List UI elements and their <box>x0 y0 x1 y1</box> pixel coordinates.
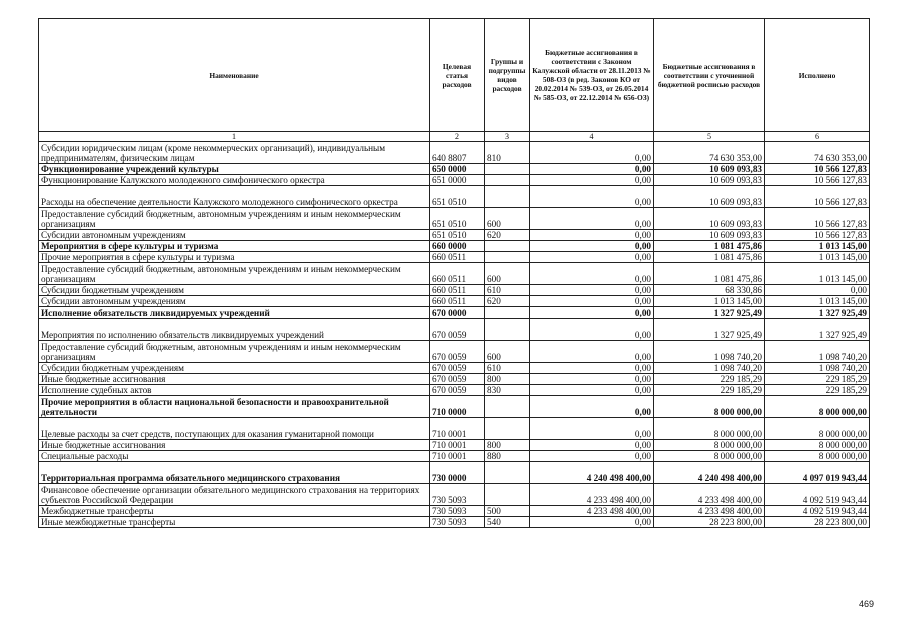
budget-table <box>38 18 870 528</box>
table-row <box>39 263 870 285</box>
row-law-amount: 0,00 <box>530 208 654 230</box>
table-row <box>39 374 870 385</box>
header-row <box>39 19 870 132</box>
row-group-code: 830 <box>485 385 530 396</box>
row-clarified-amount: 8 000 000,00 <box>654 451 765 462</box>
row-law-amount: 0,00 <box>530 418 654 440</box>
row-clarified-amount: 68 330,86 <box>654 285 765 296</box>
row-name: Иные бюджетные ассигнования <box>39 440 430 451</box>
table-row <box>39 175 870 186</box>
column-number: 4 <box>530 132 654 142</box>
row-name: Мероприятия по исполнению обязательств ликвидируемых учреждений <box>39 319 430 341</box>
row-target-code: 670 0059 <box>430 385 485 396</box>
row-clarified-amount: 1 098 740,20 <box>654 341 765 363</box>
row-group-code: 620 <box>485 296 530 307</box>
row-executed-amount: 1 327 925,49 <box>765 319 870 341</box>
row-name: Предоставление субсидий бюджетным, автономным учреждениям и иным некоммерческим организациям <box>39 208 430 230</box>
row-clarified-amount: 74 630 353,00 <box>654 142 765 164</box>
row-name: Функционирование учреждений культуры <box>39 164 430 175</box>
table-row <box>39 307 870 319</box>
row-law-amount: 0,00 <box>530 396 654 418</box>
row-target-code: 660 0511 <box>430 296 485 307</box>
table-row <box>39 241 870 252</box>
row-group-code <box>485 175 530 186</box>
row-group-code: 600 <box>485 341 530 363</box>
row-clarified-amount: 10 609 093,83 <box>654 208 765 230</box>
row-group-code: 600 <box>485 208 530 230</box>
row-group-code: 620 <box>485 230 530 241</box>
table-row <box>39 462 870 484</box>
row-clarified-amount: 4 233 498 400,00 <box>654 484 765 506</box>
table-body <box>39 132 870 528</box>
row-executed-amount: 10 566 127,83 <box>765 175 870 186</box>
row-clarified-amount: 229 185,29 <box>654 385 765 396</box>
row-executed-amount: 10 566 127,83 <box>765 230 870 241</box>
row-executed-amount: 1 013 145,00 <box>765 263 870 285</box>
table-row <box>39 164 870 175</box>
row-target-code: 660 0511 <box>430 285 485 296</box>
row-name: Субсидии автономным учреждениям <box>39 230 430 241</box>
row-executed-amount: 8 000 000,00 <box>765 451 870 462</box>
row-name: Иные бюджетные ассигнования <box>39 374 430 385</box>
row-law-amount: 0,00 <box>530 285 654 296</box>
row-name: Прочие мероприятия в сфере культуры и туризма <box>39 252 430 263</box>
header-groups: Группы и подгруппы видов расходов <box>485 19 530 132</box>
row-executed-amount: 10 566 127,83 <box>765 208 870 230</box>
row-clarified-amount: 1 098 740,20 <box>654 363 765 374</box>
row-law-amount: 4 233 498 400,00 <box>530 506 654 517</box>
table-row <box>39 296 870 307</box>
row-group-code <box>485 396 530 418</box>
row-law-amount: 4 240 498 400,00 <box>530 462 654 484</box>
row-executed-amount: 10 566 127,83 <box>765 164 870 175</box>
row-group-code: 610 <box>485 285 530 296</box>
row-group-code <box>485 164 530 175</box>
row-group-code <box>485 241 530 252</box>
row-target-code: 660 0511 <box>430 263 485 285</box>
table-row <box>39 484 870 506</box>
row-law-amount: 0,00 <box>530 263 654 285</box>
row-clarified-amount: 1 327 925,49 <box>654 307 765 319</box>
row-target-code: 730 5093 <box>430 506 485 517</box>
table-row <box>39 252 870 263</box>
row-name: Иные межбюджетные трансферты <box>39 517 430 528</box>
row-executed-amount: 4 097 019 943,44 <box>765 462 870 484</box>
row-group-code <box>485 484 530 506</box>
header-name: Наименование <box>39 19 430 132</box>
row-name: Финансовое обеспечение организации обязательного медицинского страхования на территориях субъектов Российской Федерации <box>39 484 430 506</box>
row-name: Предоставление субсидий бюджетным, автономным учреждениям и иным некоммерческим организациям <box>39 341 430 363</box>
row-name: Субсидии бюджетным учреждениям <box>39 363 430 374</box>
row-group-code: 800 <box>485 374 530 385</box>
table-row <box>39 517 870 528</box>
table-row <box>39 363 870 374</box>
row-group-code: 800 <box>485 440 530 451</box>
row-executed-amount: 4 092 519 943,44 <box>765 484 870 506</box>
table-row <box>39 451 870 462</box>
row-law-amount: 0,00 <box>530 186 654 208</box>
row-group-code: 540 <box>485 517 530 528</box>
row-executed-amount: 1 098 740,20 <box>765 341 870 363</box>
page-number: 469 <box>859 599 875 609</box>
row-target-code: 651 0510 <box>430 186 485 208</box>
row-executed-amount: 229 185,29 <box>765 374 870 385</box>
row-name: Расходы на обеспечение деятельности Калужского молодежного симфонического оркестра <box>39 186 430 208</box>
column-number: 5 <box>654 132 765 142</box>
row-clarified-amount: 28 223 800,00 <box>654 517 765 528</box>
row-executed-amount: 74 630 353,00 <box>765 142 870 164</box>
table-row <box>39 230 870 241</box>
row-law-amount: 0,00 <box>530 241 654 252</box>
row-target-code: 660 0511 <box>430 252 485 263</box>
row-name: Исполнение судебных актов <box>39 385 430 396</box>
row-target-code: 650 0000 <box>430 164 485 175</box>
row-clarified-amount: 229 185,29 <box>654 374 765 385</box>
row-executed-amount: 8 000 000,00 <box>765 396 870 418</box>
header-target: Целевая статья расходов <box>430 19 485 132</box>
row-target-code: 651 0510 <box>430 208 485 230</box>
row-law-amount: 0,00 <box>530 164 654 175</box>
table-row <box>39 396 870 418</box>
row-target-code: 710 0000 <box>430 396 485 418</box>
row-target-code: 710 0001 <box>430 440 485 451</box>
row-executed-amount: 28 223 800,00 <box>765 517 870 528</box>
row-law-amount: 0,00 <box>530 175 654 186</box>
row-group-code <box>485 319 530 341</box>
row-group-code: 610 <box>485 363 530 374</box>
row-law-amount: 0,00 <box>530 374 654 385</box>
row-name: Функционирование Калужского молодежного симфонического оркестра <box>39 175 430 186</box>
row-executed-amount: 8 000 000,00 <box>765 440 870 451</box>
row-clarified-amount: 10 609 093,83 <box>654 175 765 186</box>
row-target-code: 670 0059 <box>430 319 485 341</box>
row-executed-amount: 1 013 145,00 <box>765 252 870 263</box>
row-clarified-amount: 10 609 093,83 <box>654 230 765 241</box>
row-executed-amount: 1 013 145,00 <box>765 241 870 252</box>
row-group-code <box>485 307 530 319</box>
row-target-code: 660 0000 <box>430 241 485 252</box>
row-target-code: 670 0059 <box>430 341 485 363</box>
row-clarified-amount: 1 013 145,00 <box>654 296 765 307</box>
row-clarified-amount: 4 240 498 400,00 <box>654 462 765 484</box>
row-clarified-amount: 4 233 498 400,00 <box>654 506 765 517</box>
row-group-code: 810 <box>485 142 530 164</box>
row-group-code: 600 <box>485 263 530 285</box>
row-executed-amount: 1 327 925,49 <box>765 307 870 319</box>
table-row <box>39 341 870 363</box>
header-executed: Исполнено <box>765 19 870 132</box>
row-group-code <box>485 186 530 208</box>
row-executed-amount: 8 000 000,00 <box>765 418 870 440</box>
table-row <box>39 142 870 164</box>
row-group-code: 880 <box>485 451 530 462</box>
row-target-code: 670 0059 <box>430 363 485 374</box>
row-law-amount: 0,00 <box>530 296 654 307</box>
table-row <box>39 506 870 517</box>
row-target-code: 670 0059 <box>430 374 485 385</box>
row-name: Мероприятия в сфере культуры и туризма <box>39 241 430 252</box>
row-clarified-amount: 10 609 093,83 <box>654 186 765 208</box>
row-target-code: 710 0001 <box>430 418 485 440</box>
row-target-code: 651 0510 <box>430 230 485 241</box>
row-group-code: 500 <box>485 506 530 517</box>
column-number-row <box>39 132 870 142</box>
row-name: Исполнение обязательств ликвидируемых учреждений <box>39 307 430 319</box>
row-law-amount: 0,00 <box>530 142 654 164</box>
table-row <box>39 186 870 208</box>
table-row <box>39 418 870 440</box>
row-executed-amount: 1 013 145,00 <box>765 296 870 307</box>
row-name: Субсидии автономным учреждениям <box>39 296 430 307</box>
table-row <box>39 385 870 396</box>
table-row <box>39 440 870 451</box>
row-name: Специальные расходы <box>39 451 430 462</box>
row-law-amount: 0,00 <box>530 341 654 363</box>
header-clarified: Бюджетные ассигнования в соответствии с уточненной бюджетной росписью расходов <box>654 19 765 132</box>
row-target-code: 730 5093 <box>430 517 485 528</box>
row-law-amount: 0,00 <box>530 230 654 241</box>
row-name: Целевые расходы за счет средств, поступающих для оказания гуманитарной помощи <box>39 418 430 440</box>
header-law: Бюджетные ассигнования в соответствии с Законом Калужской области от 28.11.2013 № 508-ОЗ (в ред. Законов КО от 20.02.2014 № 539-ОЗ, от 26.05.2014 № 585-ОЗ, от 22.12.2014 № 656-ОЗ) <box>530 19 654 132</box>
row-law-amount: 0,00 <box>530 363 654 374</box>
row-law-amount: 4 233 498 400,00 <box>530 484 654 506</box>
row-clarified-amount: 8 000 000,00 <box>654 440 765 451</box>
table-row <box>39 319 870 341</box>
row-name: Прочие мероприятия в области национальной безопасности и правоохранительной деятельности <box>39 396 430 418</box>
row-name: Территориальная программа обязательного медицинского страхования <box>39 462 430 484</box>
row-target-code: 670 0000 <box>430 307 485 319</box>
row-law-amount: 0,00 <box>530 319 654 341</box>
row-law-amount: 0,00 <box>530 385 654 396</box>
row-target-code: 640 8807 <box>430 142 485 164</box>
row-name: Субсидии юридическим лицам (кроме некоммерческих организаций), индивидуальным предпринимателям, физическим лицам <box>39 142 430 164</box>
row-clarified-amount: 1 327 925,49 <box>654 319 765 341</box>
row-name: Межбюджетные трансферты <box>39 506 430 517</box>
row-group-code <box>485 252 530 263</box>
row-law-amount: 0,00 <box>530 252 654 263</box>
row-clarified-amount: 8 000 000,00 <box>654 396 765 418</box>
row-name: Субсидии бюджетным учреждениям <box>39 285 430 296</box>
row-clarified-amount: 1 081 475,86 <box>654 252 765 263</box>
row-law-amount: 0,00 <box>530 440 654 451</box>
row-target-code: 730 0000 <box>430 462 485 484</box>
row-clarified-amount: 1 081 475,86 <box>654 263 765 285</box>
row-law-amount: 0,00 <box>530 307 654 319</box>
table-row <box>39 208 870 230</box>
row-group-code <box>485 418 530 440</box>
budget-table-page <box>38 18 869 528</box>
row-executed-amount: 10 566 127,83 <box>765 186 870 208</box>
row-law-amount: 0,00 <box>530 451 654 462</box>
column-number: 6 <box>765 132 870 142</box>
table-row <box>39 285 870 296</box>
row-executed-amount: 4 092 519 943,44 <box>765 506 870 517</box>
row-clarified-amount: 1 081 475,86 <box>654 241 765 252</box>
column-number: 2 <box>430 132 485 142</box>
row-clarified-amount: 10 609 093,83 <box>654 164 765 175</box>
row-name: Предоставление субсидий бюджетным, автономным учреждениям и иным некоммерческим организациям <box>39 263 430 285</box>
row-executed-amount: 229 185,29 <box>765 385 870 396</box>
column-number: 3 <box>485 132 530 142</box>
row-group-code <box>485 462 530 484</box>
row-target-code: 730 5093 <box>430 484 485 506</box>
row-target-code: 710 0001 <box>430 451 485 462</box>
row-executed-amount: 1 098 740,20 <box>765 363 870 374</box>
column-number: 1 <box>39 132 430 142</box>
row-executed-amount: 0,00 <box>765 285 870 296</box>
row-target-code: 651 0000 <box>430 175 485 186</box>
row-law-amount: 0,00 <box>530 517 654 528</box>
row-clarified-amount: 8 000 000,00 <box>654 418 765 440</box>
